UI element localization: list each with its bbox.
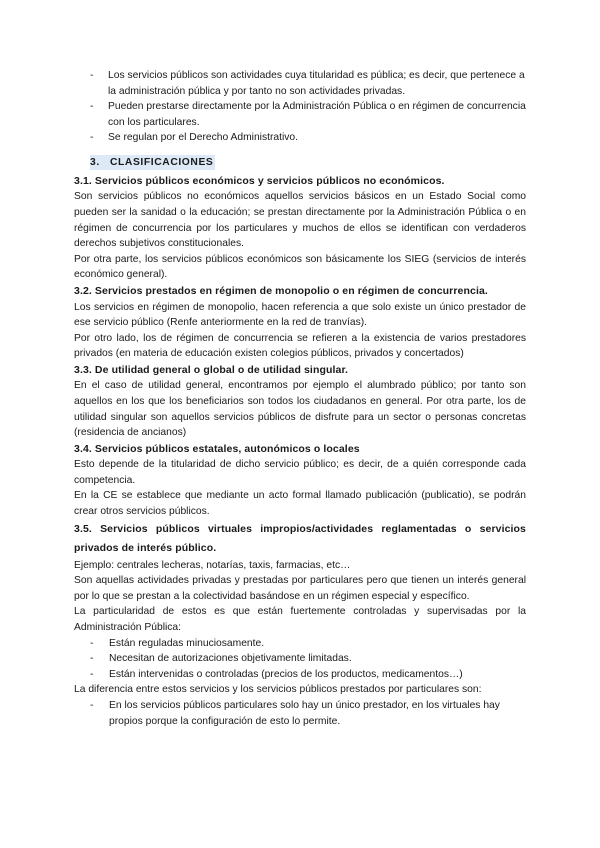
subsection-heading-3-1: 3.1. Servicios públicos económicos y servicios públicos no económicos.	[74, 174, 445, 187]
paragraph: Por otra parte, los servicios públicos económicos son básicamente los SIEG (servicios de interés económico general).	[74, 253, 526, 281]
list-item: - Los servicios públicos son actividades cuya titularidad es pública; es decir, que pertenece a la administración pública y por tanto no son actividades privadas.	[90, 70, 525, 97]
list-item: - Están intervenidas o controladas (precios de los productos, medicamentos…)	[74, 667, 526, 683]
bullet-marker: -	[90, 132, 94, 144]
bullet-marker: -	[90, 668, 94, 680]
paragraph: En el caso de utilidad general, encontramos por ejemplo el alumbrado público; por tanto son aquellos en los que los beneficiarios son todos los ciudadanos en general. Por otra parte, los de utilidad singular son aquellos servicios públicos de disfrute para un sector o personas concretas (residencia de ancianos)	[74, 380, 526, 439]
list-item: - En los servicios públicos particulares solo hay un único prestador, en los virtuales hay propios porque la configuración de esto lo permite.	[90, 700, 500, 727]
example-line: Ejemplo: centrales lecheras, notarías, taxis, farmacias, etc…	[74, 559, 351, 571]
paragraph: En la CE se establece que mediante un acto formal llamado publicación (publicatio), se podrán crear otros servicios públicos.	[74, 490, 526, 518]
list-item: - Pueden prestarse directamente por la Administración Pública o en régimen de concurrencia con los particulares.	[90, 101, 526, 128]
list-item: - Se regulan por el Derecho Administrativo.	[74, 130, 526, 146]
list-item: - Están reguladas minuciosamente.	[74, 636, 526, 652]
paragraph: Esto depende de la titularidad de dicho servicio público; es decir, de a quién corresponde cada competencia.	[74, 459, 526, 486]
bullet-marker: -	[90, 700, 94, 711]
document-body	[74, 68, 526, 729]
bullet-marker: -	[90, 653, 94, 665]
section-title: CLASIFICACIONES	[110, 156, 214, 168]
paragraph: Son aquellas actividades privadas y prestadas por particulares pero que tienen un interés general por lo que se prestan a la colectividad basándose en un régimen especial y específico.	[74, 575, 526, 602]
subsection-heading-3-5: 3.5. Servicios públicos virtuales impropios/actividades reglamentadas o servicios privados de interés público.	[74, 522, 526, 554]
subsection-heading-3-4: 3.4. Servicios públicos estatales, autonómicos o locales	[74, 442, 360, 455]
section-number: 3.	[90, 156, 100, 168]
paragraph: Los servicios en régimen de monopolio, hacen referencia a que solo existe un único prestador de ese servicio público (Renfe anteriormente en la red de tranvías).	[74, 301, 526, 329]
bullet-marker: -	[90, 637, 94, 649]
section-heading	[90, 155, 215, 170]
subsection-heading-3-3: 3.3. De utilidad general o global o de utilidad singular.	[74, 363, 349, 376]
paragraph: La particularidad de estos es que están fuertemente controladas y supervisadas por la Administración Pública:	[74, 606, 526, 634]
subsection-heading-3-2: 3.2. Servicios prestados en régimen de monopolio o en régimen de concurrencia.	[74, 285, 488, 298]
bullet-marker: -	[90, 101, 94, 113]
paragraph: Por otro lado, los de régimen de concurrencia se refieren a la existencia de varios prestadores privados (en materia de educación existen colegios públicos, privados y concertados)	[74, 332, 526, 360]
paragraph: Son servicios públicos no económicos aquellos servicios básicos en un Estado Social como pueden ser la sanidad o la educación; se prestan directamente por la Administración Pública o en régimen de concurrencia por los particulares y muchos de ellos se identifican con verdaderos derechos subjetivos constitucionales.	[74, 191, 526, 250]
paragraph: La diferencia entre estos servicios y los servicios públicos prestados por particulares son:	[74, 684, 482, 696]
difference-bullet-list	[74, 698, 526, 729]
bullet-marker: -	[90, 70, 94, 81]
list-item: - Necesitan de autorizaciones objetivamente limitadas.	[74, 651, 526, 667]
intro-bullet-list	[74, 68, 526, 146]
characteristics-bullet-list	[74, 636, 526, 683]
